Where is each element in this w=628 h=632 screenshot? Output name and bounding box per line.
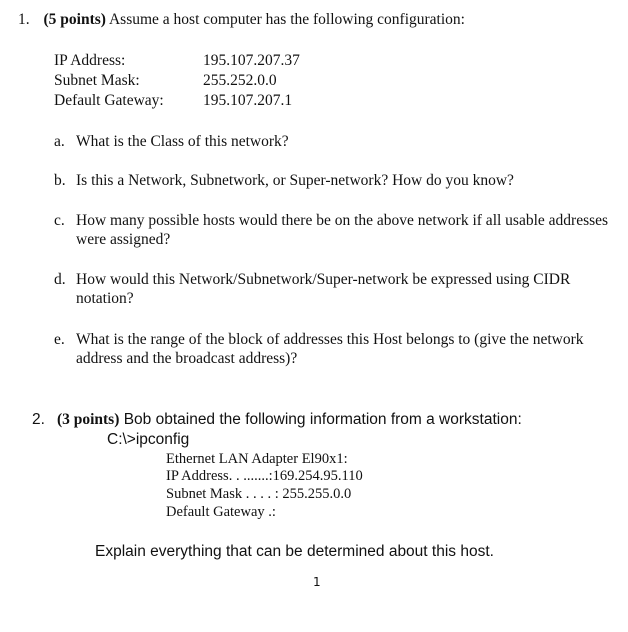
- part-c-line1: How many possible hosts would there be on the above network if all usable addresses: [76, 212, 609, 229]
- part-b-text: Is this a Network, Subnetwork, or Super-network? How do you know?: [76, 172, 514, 189]
- config-value-gateway: 195.107.207.1: [203, 92, 293, 109]
- question-2-header: [32, 410, 522, 429]
- config-label-mask: Subnet Mask:: [54, 72, 140, 89]
- question-2-number: 2.: [32, 411, 45, 428]
- question-1-intro: Assume a host computer has the following configuration:: [105, 11, 465, 28]
- question-2-prompt: Explain everything that can be determined about this host.: [95, 543, 494, 560]
- part-e-letter: e.: [54, 331, 65, 348]
- output-gateway: Default Gateway .:: [166, 504, 276, 520]
- part-c-line2: were assigned?: [76, 231, 171, 248]
- config-value-ip: 195.107.207.37: [203, 52, 300, 69]
- part-d-line2: notation?: [76, 290, 134, 307]
- question-1-header: [18, 10, 465, 29]
- part-e-line2: address and the broadcast address)?: [76, 350, 298, 367]
- config-value-mask: 255.252.0.0: [203, 72, 277, 89]
- part-d-letter: d.: [54, 271, 66, 288]
- config-label-ip: IP Address:: [54, 52, 126, 69]
- question-1-number: 1.: [18, 11, 30, 28]
- question-1-points: (5 points): [43, 11, 106, 28]
- part-a-letter: a.: [54, 133, 65, 150]
- question-2-points: (3 points): [56, 411, 120, 428]
- part-c-letter: c.: [54, 212, 65, 229]
- part-e-line1: What is the range of the block of addresses this Host belongs to (give the network: [76, 331, 584, 348]
- part-b-letter: b.: [54, 172, 66, 189]
- output-adapter: Ethernet LAN Adapter El90x1:: [166, 451, 348, 467]
- question-2-intro: Bob obtained the following information from a workstation:: [119, 411, 522, 428]
- page-number: 1: [313, 575, 321, 589]
- part-d-line1: How would this Network/Subnetwork/Super-network be expressed using CIDR: [76, 271, 571, 288]
- part-a-text: What is the Class of this network?: [76, 133, 289, 150]
- ipconfig-command: C:\>ipconfig: [107, 431, 190, 448]
- output-mask: Subnet Mask . . . . : 255.255.0.0: [166, 486, 352, 502]
- config-label-gateway: Default Gateway:: [54, 92, 164, 109]
- output-ip: IP Address. . .......:169.254.95.110: [166, 468, 363, 484]
